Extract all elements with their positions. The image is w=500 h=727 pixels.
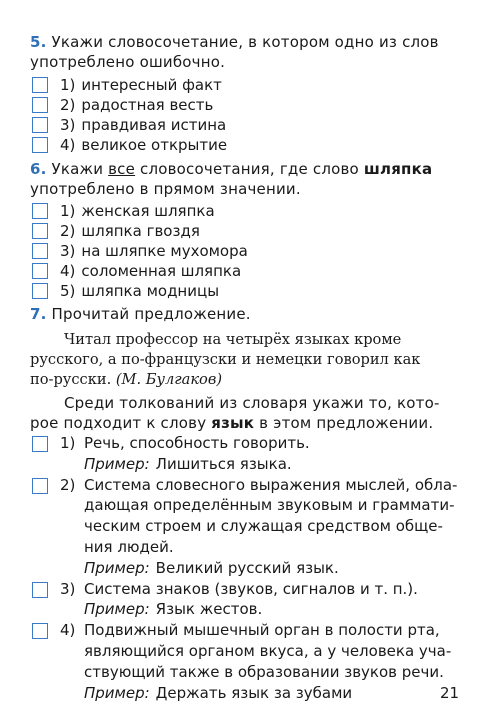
checkbox[interactable]: [32, 97, 48, 113]
option-text: шляпка гвоздя: [81, 222, 200, 240]
example-text: Язык жестов.: [155, 600, 263, 619]
option-5: [60, 281, 219, 301]
quote-author: (М. Булгаков): [115, 371, 223, 388]
checkbox[interactable]: [32, 203, 48, 219]
option-3-example: [84, 599, 262, 619]
option-number: 3): [60, 242, 76, 260]
keyword: язык: [211, 414, 255, 432]
option-number: 4): [60, 262, 76, 280]
option-number: 2): [60, 96, 76, 114]
checkbox[interactable]: [32, 137, 48, 153]
option-text: женская шляпка: [81, 202, 215, 220]
example-text: Лишиться языка.: [155, 454, 292, 473]
instruction-line-1: Среди толкований из словаря укажи то, кото-: [64, 394, 440, 412]
checkbox[interactable]: [32, 283, 48, 299]
option-3: [60, 241, 248, 261]
option-number: 1): [60, 434, 76, 452]
checkbox[interactable]: [32, 623, 48, 639]
option-4-example: [84, 683, 352, 703]
quote-line-3: по-русски. (М. Булгаков): [30, 371, 223, 388]
option-2: [60, 95, 213, 115]
checkbox[interactable]: [32, 243, 48, 259]
option-2-example: [84, 558, 339, 578]
checkbox[interactable]: [32, 478, 48, 494]
checkbox[interactable]: [32, 263, 48, 279]
task-5-prompt-line-2: употреблено ошибочно.: [30, 53, 226, 71]
example-text: Великий русский язык.: [155, 558, 339, 577]
example-label: Пример:: [84, 600, 150, 619]
checkbox[interactable]: [32, 117, 48, 133]
option-number: 2): [60, 222, 76, 240]
option-text: шляпка модницы: [81, 282, 220, 300]
task-5-prompt-line-1: 5. Укажи словосочетание, в котором одно из слов: [30, 33, 439, 51]
option-2-text-line: Система словесного выражения мыслей, обла-: [84, 475, 458, 494]
example-label: Пример:: [84, 558, 150, 577]
option-1-example: [84, 454, 292, 474]
keyword: шляпка: [363, 160, 433, 178]
option-number: 1): [60, 202, 76, 220]
option-1: [60, 75, 222, 95]
quote-line-1: Читал профессор на четырёх языках кроме: [64, 331, 402, 348]
example-text: Держать язык за зубами: [155, 683, 353, 702]
option-3: [60, 115, 226, 135]
task-7-title: 7. Прочитай предложение.: [30, 305, 251, 323]
option-text: интересный факт: [81, 76, 222, 94]
task-number: 5.: [30, 33, 47, 51]
underlined-word: все: [108, 160, 136, 178]
page-number: 21: [440, 684, 460, 702]
checkbox[interactable]: [32, 436, 48, 452]
option-text: великое открытие: [81, 136, 228, 154]
option-3-text-line: Система знаков (звуков, сигналов и т. п.).: [84, 579, 418, 598]
option-number: 4): [60, 136, 76, 154]
task-number: 7.: [30, 305, 47, 323]
option-4: [60, 261, 241, 281]
option-2-text-line: ческим строем и служащая средством обще-: [84, 517, 443, 536]
option-4-text-line: Подвижный мышечный орган в полости рта,: [84, 621, 440, 640]
task-number: 6.: [30, 160, 47, 178]
option-4: [60, 135, 227, 155]
instruction-line-2: рое подходит к слову язык в этом предложении.: [30, 414, 434, 432]
option-2-text-line: дающая определённым звуковым и граммати-: [84, 496, 455, 515]
task-6-prompt-line-1: 6. Укажи все словосочетания, где слово шляпка: [30, 160, 433, 178]
checkbox[interactable]: [32, 582, 48, 598]
option-text: на шляпке мухомора: [81, 242, 248, 260]
option-number: 3): [60, 579, 76, 598]
option-1: [60, 201, 215, 221]
quote-line-2: русского, а по-французски и немецки говорил как: [30, 351, 421, 368]
checkbox[interactable]: [32, 223, 48, 239]
option-number: 1): [60, 76, 76, 94]
option-number: 3): [60, 116, 76, 134]
option-2: [60, 221, 200, 241]
checkbox[interactable]: [32, 77, 48, 93]
option-text: радостная весть: [81, 96, 214, 114]
option-number: 4): [60, 621, 76, 640]
option-number: 5): [60, 282, 76, 300]
example-label: Пример:: [84, 683, 150, 702]
option-1-text-line: Речь, способность говорить.: [84, 434, 310, 452]
option-number: 2): [60, 475, 76, 494]
example-label: Пример:: [84, 454, 150, 473]
task-6-prompt-line-2: употреблено в прямом значении.: [30, 180, 301, 198]
option-2-text-line: ния людей.: [84, 538, 174, 556]
option-4-text-line: являющийся органом вкуса, а у человека уча-: [84, 642, 452, 660]
option-text: правдивая истина: [81, 116, 227, 134]
option-text: соломенная шляпка: [81, 262, 242, 280]
option-4-text-line: ствующий также в образовании звуков речи.: [84, 662, 444, 681]
